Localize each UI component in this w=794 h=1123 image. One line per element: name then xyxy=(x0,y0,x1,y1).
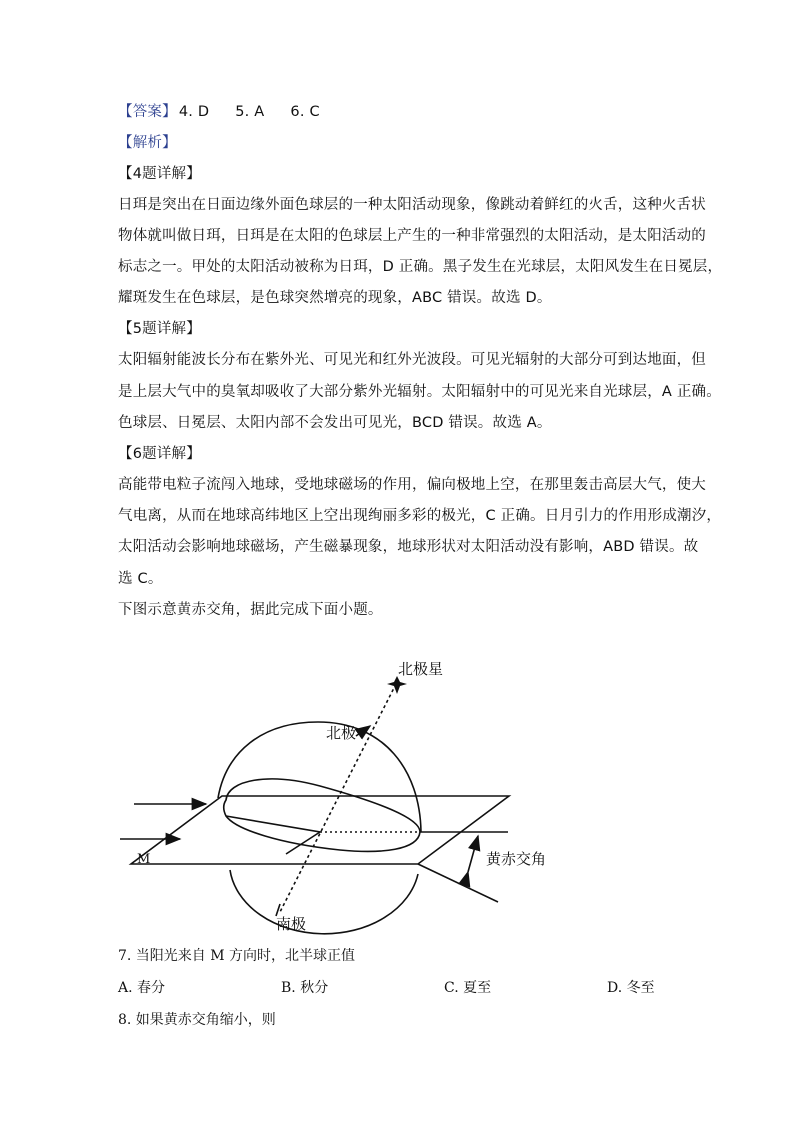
q4-header: 【4题详解】 xyxy=(118,166,201,182)
ecliptic-plane xyxy=(131,796,509,864)
north-pole-arrow xyxy=(356,726,370,736)
q6-header: 【6题详解】 xyxy=(118,446,201,462)
q6-line: 太阳活动会影响地球磁场，产生磁暴现象，地球形状对太阳活动没有影响，ABD 错误。故 xyxy=(118,539,699,555)
q6-line: 选 C。 xyxy=(118,571,163,587)
q7-option-d[interactable]: D. 冬至 xyxy=(607,980,655,996)
obliquity-arrow xyxy=(468,836,478,872)
earth-axis-dotted xyxy=(280,684,396,912)
q6-line: 气电离，从而在地球高纬地区上空出现绚丽多彩的极光，C 正确。日月引力的作用形成潮汐， xyxy=(118,508,722,524)
q4-line: 耀斑发生在色球层，是色球突然增亮的现象，ABC 错误。故选 D。 xyxy=(118,290,552,306)
q4-line: 物体就叫做日珥，日珥是在太阳的色球层上产生的一种非常强烈的太阳活动，是太阳活动的 xyxy=(118,228,706,244)
q6-line: 高能带电粒子流闯入地球，受地球磁场的作用，偏向极地上空，在那里轰击高层大气，使大 xyxy=(118,477,706,493)
equator-ellipse xyxy=(224,779,420,851)
m-label: M xyxy=(137,852,151,867)
q7-option-a[interactable]: A. 春分 xyxy=(118,980,166,996)
equator-plane-inner xyxy=(226,816,320,854)
sphere-lower-arc xyxy=(230,870,418,934)
q7-stem: 7. 当阳光来自 M 方向时，北半球正值 xyxy=(118,948,356,964)
q4-line: 日珥是突出在日面边缘外面色球层的一种太阳活动现象，像跳动着鲜红的火舌，这种火舌状 xyxy=(118,197,706,213)
north-star-icon xyxy=(387,676,407,694)
q5-line: 太阳辐射能波长分布在紫外光、可见光和红外光波段。可见光辐射的大部分可到达地面，但 xyxy=(118,352,706,368)
north-star-label: 北极星 xyxy=(398,660,444,678)
analysis-label: 【解析】 xyxy=(118,135,177,151)
answer-line xyxy=(118,102,678,122)
q5-line: 色球层、日冕层、太阳内部不会发出可见光，BCD 错误。故选 A。 xyxy=(118,415,552,431)
q8-stem: 8. 如果黄赤交角缩小，则 xyxy=(118,1012,276,1028)
q7-option-b[interactable]: B. 秋分 xyxy=(281,980,329,996)
answer-item: 4. D xyxy=(178,104,210,120)
answer-label: 【答案】 xyxy=(118,104,177,120)
north-pole-label: 北极 xyxy=(326,724,357,742)
answer-item: 6. C xyxy=(290,104,320,120)
obliquity-label: 黄赤交角 xyxy=(486,850,547,868)
sphere-upper-arc xyxy=(218,722,421,832)
q5-header: 【5题详解】 xyxy=(118,321,201,337)
south-pole-label: 南极 xyxy=(276,915,307,933)
answer-item: 5. A xyxy=(235,104,265,120)
obliquity-diagram xyxy=(0,640,794,940)
q5-line: 是上层大气中的臭氧却吸收了大部分紫外光辐射。太阳辐射中的可见光来自光球层，A 正确。 xyxy=(118,384,721,400)
q7-option-c[interactable]: C. 夏至 xyxy=(444,980,492,996)
equator-extension xyxy=(418,864,498,902)
q4-line: 标志之一。甲处的太阳活动被称为日珥，D 正确。黑子发生在光球层，太阳风发生在日冕层， xyxy=(118,259,723,275)
figure-intro: 下图示意黄赤交角，据此完成下面小题。 xyxy=(118,602,383,618)
